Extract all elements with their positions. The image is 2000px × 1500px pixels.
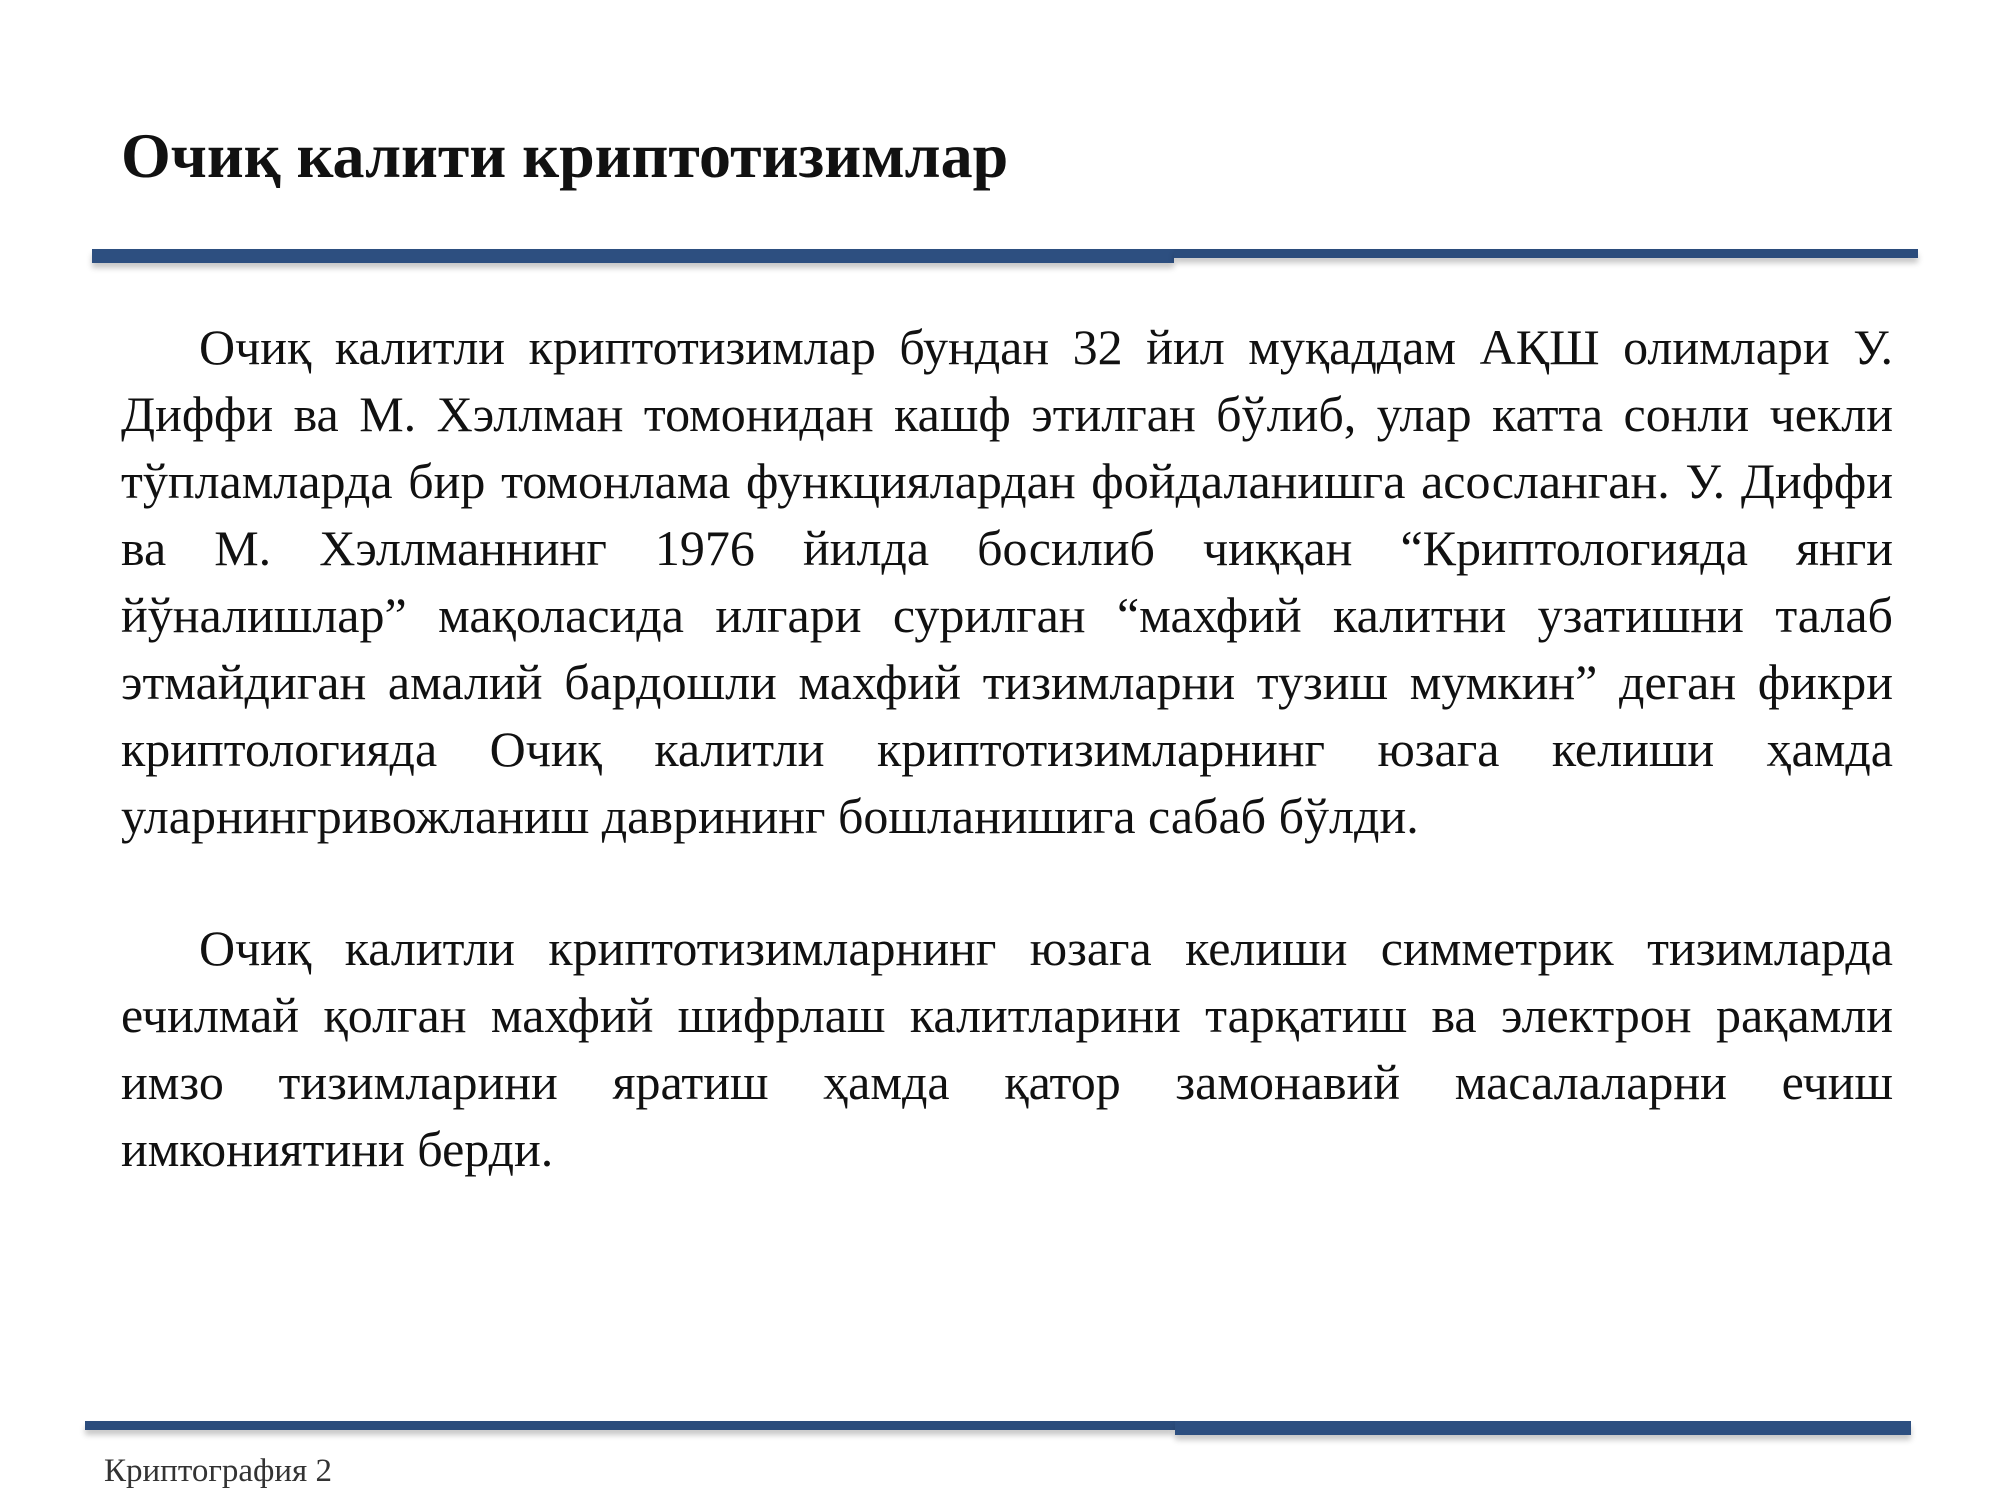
footer-divider-right xyxy=(1175,1421,1911,1435)
footer-divider-left xyxy=(85,1421,1175,1430)
footer-label: Криптография 2 xyxy=(104,1453,332,1489)
body-paragraph-2: Очиқ калитли криптотизимларнинг юзага келиши симметрик тизимларда ечилмай қолган махфий шифрлаш калитларини тарқатиш ва электрон рақамли имзо тизимларини яратиш ҳамда қатор замонавий масалаларни ечиш имкониятини берди. xyxy=(121,920,1893,1177)
body-paragraph-1: Очиқ калитли криптотизимлар бундан 32 йил муқаддам АҚШ олимлари У. Диффи ва М. Хэллман томонидан кашф этилган бўлиб, улар катта сонли чекли тўпламларда бир томонлама функциялардан фойдаланишга асосланган. У. Диффи ва М. Хэллманнинг 1976 йилда босилиб чиққан “Криптологияда янги йўналишлар” мақоласида илгари сурилган “махфий калитни узатишни талаб этмайдиган амалий бардошли махфий тизимларни тузиш мумкин” деган фикри криптологияда Очиқ калитли криптотизимларнинг юзага келиши ҳамда уларнингривожланиш даврининг бошланишига сабаб бўлди. xyxy=(121,319,1893,844)
header-divider-right xyxy=(1174,249,1918,258)
slide-body xyxy=(121,314,1893,1183)
slide-title: Очиқ калити криптотизимлар xyxy=(121,120,1009,191)
header-divider-left xyxy=(92,249,1174,263)
